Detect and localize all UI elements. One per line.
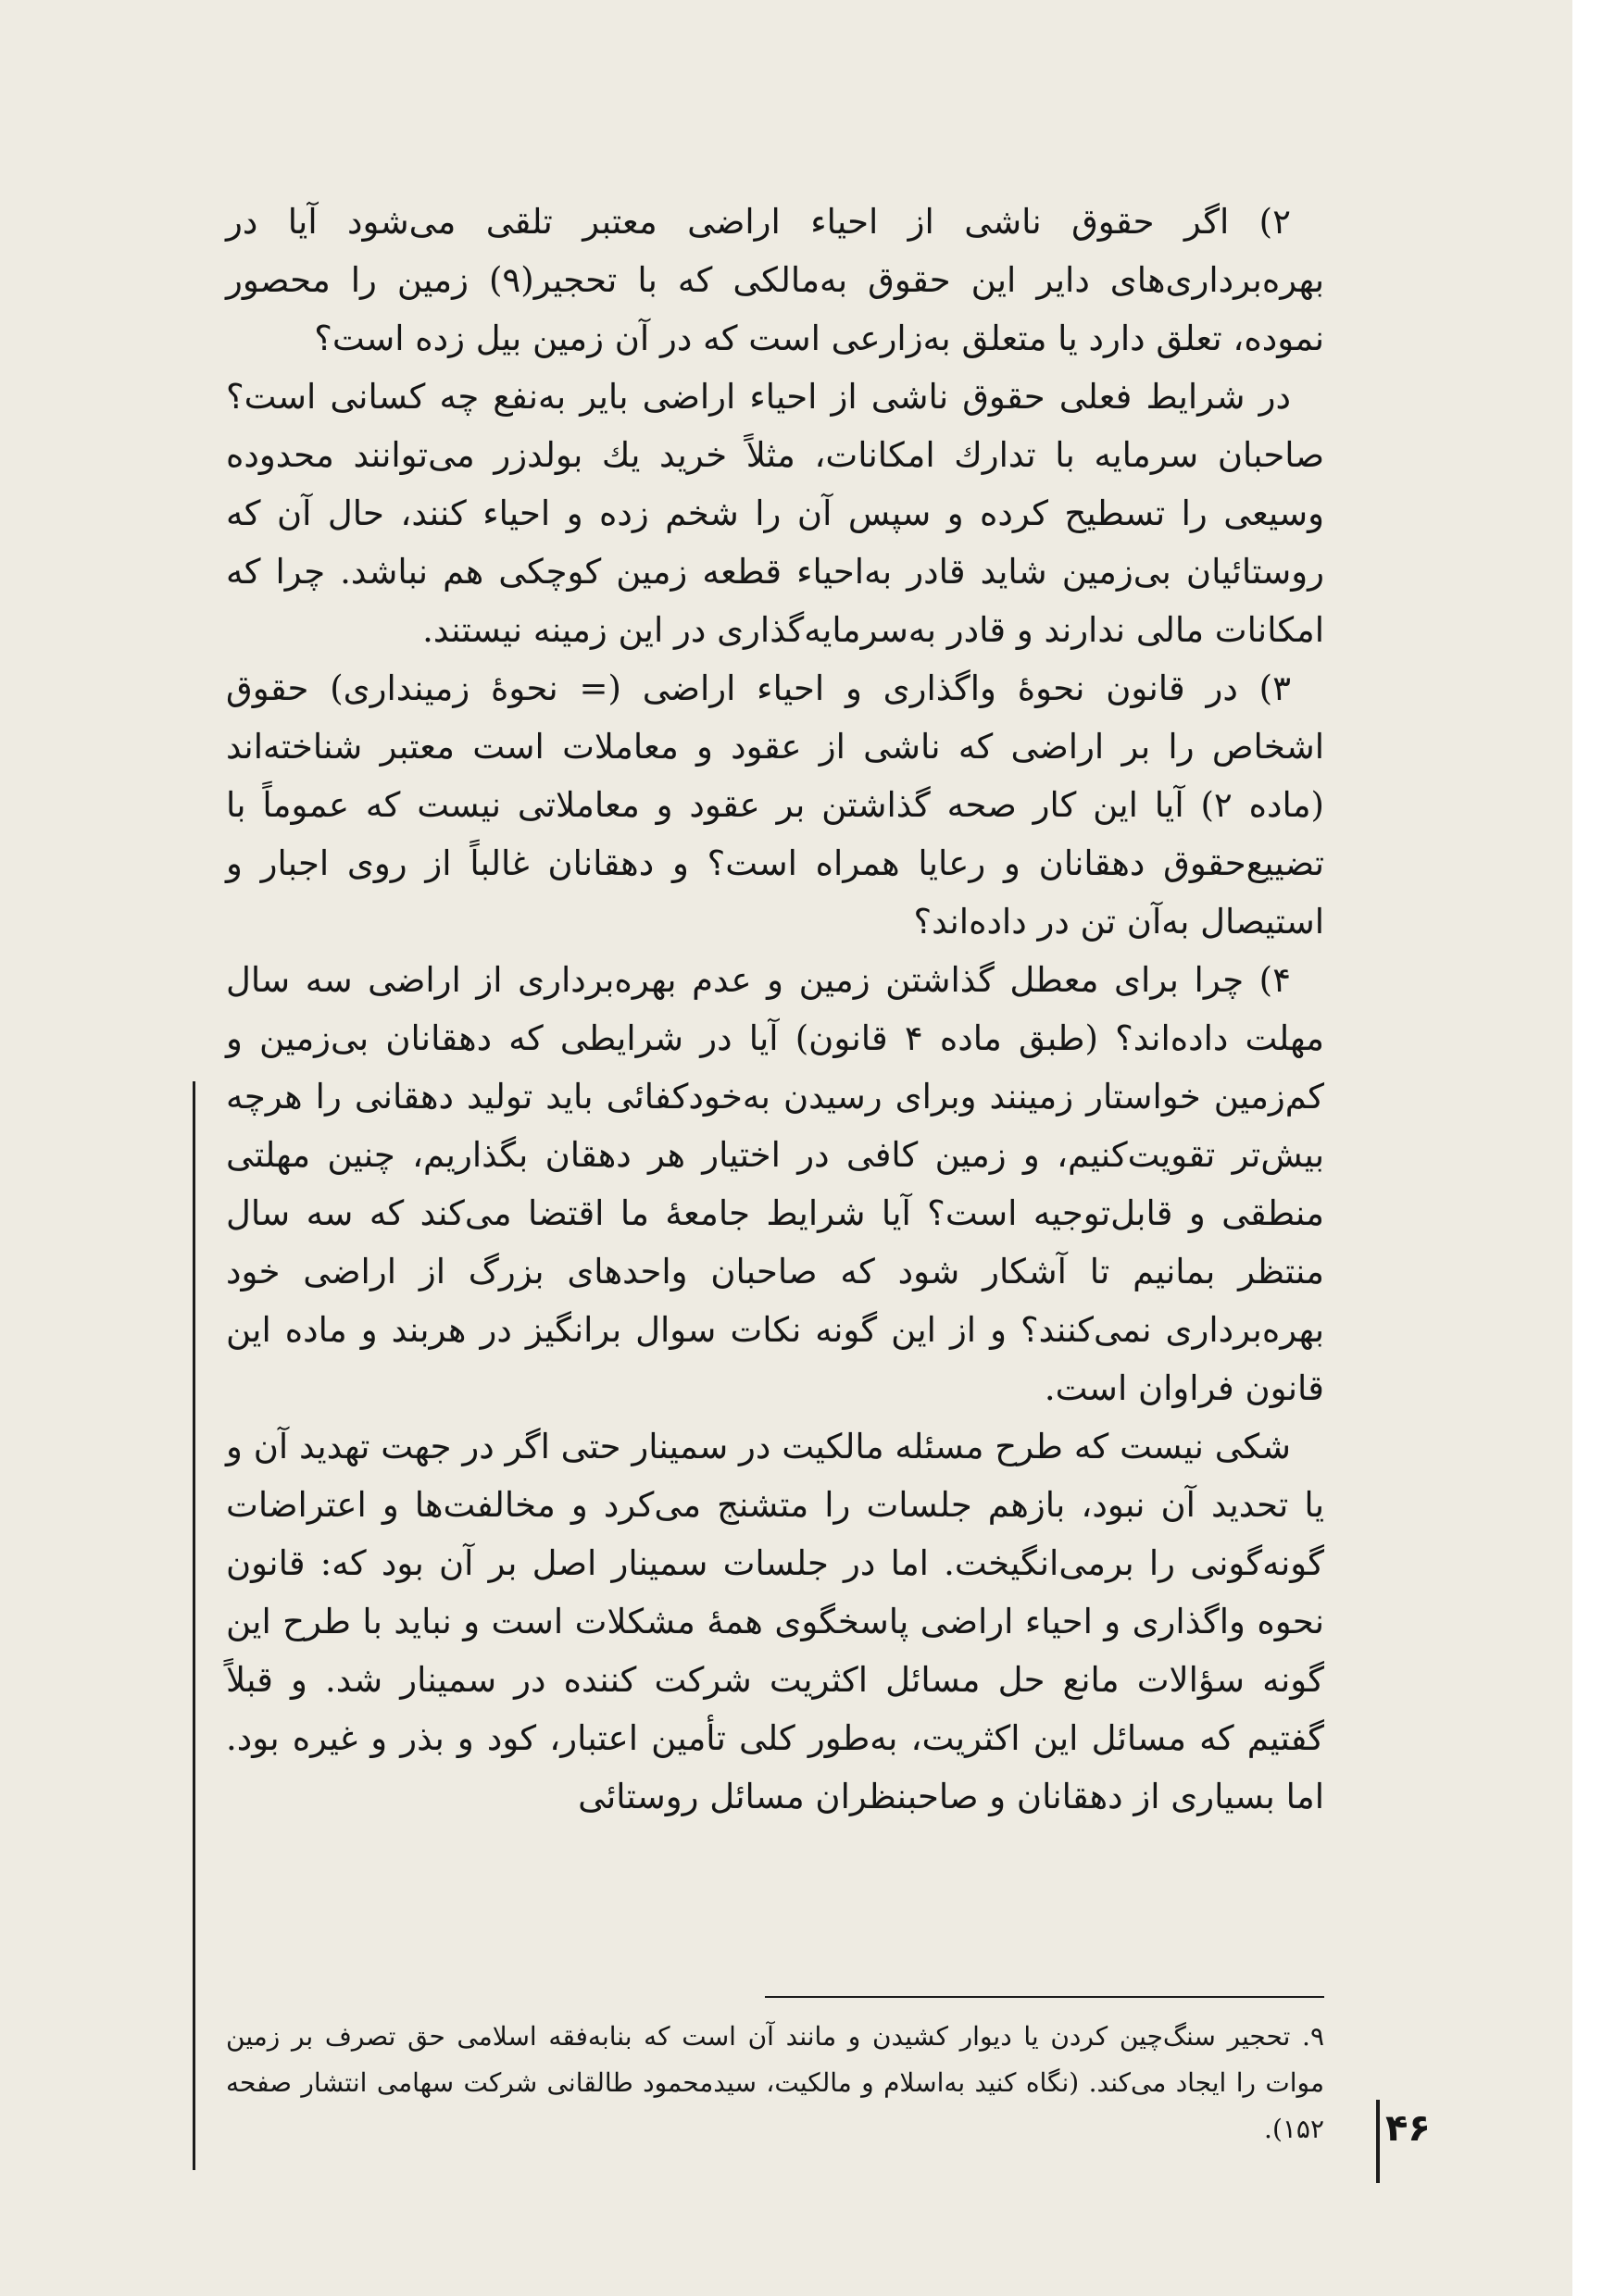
body-text — [226, 193, 1324, 1826]
page-number-divider — [1376, 2100, 1380, 2183]
paragraph-question-4: ۴) چرا برای معطل گذاشتن زمین و عدم بهره‌برداری از اراضی سه سال مهلت داده‌اند؟ (طبق ماده ۴ قانون) آیا در شرایطی که دهقانان بی‌زمین و کم‌زمین خواستار زمینند وبرای رسیدن به‌خودکفائی باید تولید دهقانی را هرچه بیش‌تر تقویت‌کنیم، و زمین کافی در اختیار هر دهقان بگذاریم، چنین مهلتی منطقی و قابل‌توجیه است؟ آیا شرایط جامعهٔ ما اقتضا می‌کند که سه سال منتظر بمانیم تا آشکار شود که صاحبان واحدهای بزرگ از اراضی خود بهره‌برداری نمی‌کنند؟ و از این گونه نکات سوال برانگیز در هربند و ماده این قانون فراوان است. — [226, 960, 1324, 1408]
paragraph-question-3: ۳) در قانون نحوهٔ واگذاری و احیاء اراضی (= نحوهٔ زمینداری) حقوق اشخاص را بر اراضی که ناشی از عقود و معاملات است معتبر شناخته‌اند (ماده ۲) آیا این کار صحه گذاشتن بر عقود و معاملاتی نیست که عموماً با تضییع‌حقوق دهقانان و رعایا همراه است؟ و دهقانان غالباً از روی اجبار و استیصال به‌آن تن در داده‌اند؟ — [226, 668, 1324, 942]
page-number: ۴۶ — [1385, 2107, 1431, 2150]
margin-marker-line — [193, 1081, 195, 2170]
footnote-divider — [765, 1996, 1324, 1998]
paragraph-seminar: شکی نیست که طرح مسئله مالکیت در سمینار حتی اگر در جهت تهدید آن و یا تحدید آن نبود، بازهم جلسات را متشنج می‌کرد و مخالفت‌ها و اعتراضات گونه‌گونی را برمی‌انگیخت. اما در جلسات سمینار اصل بر آن بود که: قانون نحوه واگذاری و احیاء اراضی پاسخگوی همهٔ مشکلات است و نباید با طرح این گونه سؤالات مانع حل مسائل اکثریت شرکت کننده در سمینار شد. و قبلاً گفتیم که مسائل این اکثریت، به‌طور کلی تأمین اعتبار، کود و بذر و غیره بود. اما بسیاری از دهقانان و صاحبنظران مسائل روستائی — [226, 1427, 1324, 1816]
footnote-9: ۹. تحجیر سنگ‌چین کردن یا دیوار کشیدن و مانند آن است که بنابه‌فقه اسلامی حق تصرف بر زمین موات را ایجاد می‌کند. (نگاه کنید به‌اسلام و مالکیت، سیدمحمود طالقانی شرکت سهامی انتشار صفحه ۱۵۲). — [226, 2021, 1324, 2144]
page-edge — [1572, 0, 1615, 2296]
paragraph-question-2: ۲) اگر حقوق ناشی از احیاء اراضی معتبر تلقی می‌شود آیا در بهره‌برداری‌های دایر این حقوق به‌مالکی که با تحجیر(۹) زمین را محصور نموده، تعلق دارد یا متعلق به‌زارعی است که در آن زمین بیل زده است؟ — [226, 202, 1324, 358]
paragraph-current-conditions: در شرایط فعلی حقوق ناشی از احیاء اراضی بایر به‌نفع چه کسانی است؟ صاحبان سرمایه با تدارك امكانات، مثلاً خرید یك بولدزر می‌توانند محدوده وسیعی را تسطیح کرده و سپس آن را شخم زده و احیاء کنند، حال آن که روستائیان بی‌زمین شاید قادر به‌احیاء قطعه زمین کوچکی هم نباشد. چرا که امکانات مالی ندارند و قادر به‌سرمایه‌گذاری در این زمینه نیستند. — [226, 377, 1324, 650]
